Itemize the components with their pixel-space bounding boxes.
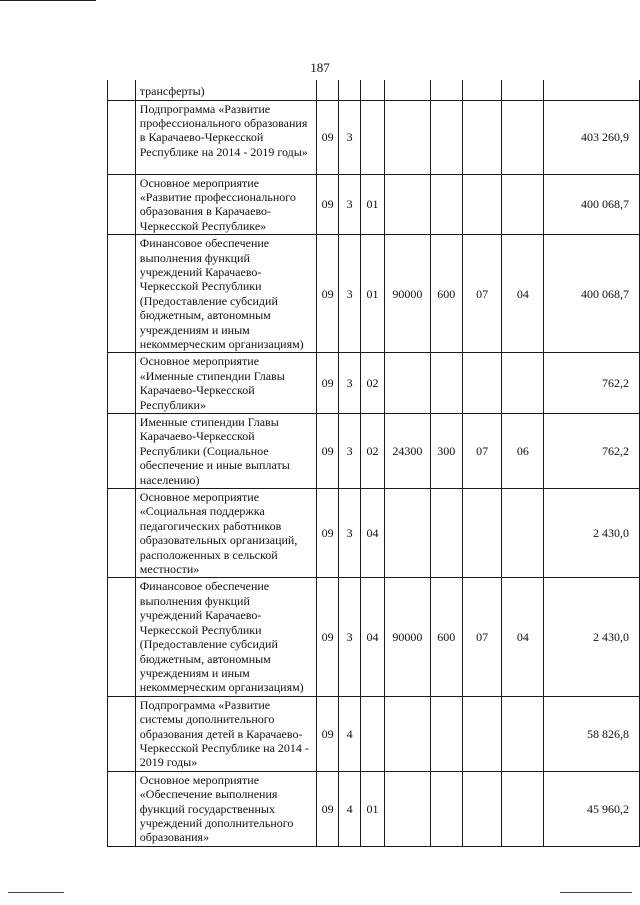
row-name-cell: Финансовое обеспечение выполнения функций учреждений Карачаево-Черкесской Республики (Предоставление субсидий бюджетным, автономным учреждениям и иным некоммерческим организациям) [135,578,316,696]
cell-gp: 09 [317,696,339,771]
cell-rz [462,100,502,174]
cell-dir [384,174,430,235]
cell-gp [317,80,339,100]
cell-om [361,80,385,100]
cell-pr [502,696,544,771]
cell-pp: 3 [339,353,361,414]
cell-gp: 09 [317,100,339,174]
cell-vr [430,696,462,771]
row-name-cell: Основное мероприятие «Обеспечение выполнения функций государственных учреждений дополнительного образования» [135,771,316,846]
cell-sum: 2 430,0 [544,489,640,578]
cell-dir [384,80,430,100]
cell-rz: 07 [462,578,502,696]
cell-gp: 09 [317,174,339,235]
row-number-cell [108,489,136,578]
cell-sum: 58 826,8 [544,696,640,771]
cell-dir [384,100,430,174]
cell-dir: 90000 [384,235,430,353]
row-number-cell [108,100,136,174]
cell-gp: 09 [317,353,339,414]
cell-om: 04 [361,578,385,696]
cell-rz [462,80,502,100]
cell-pp: 4 [339,771,361,846]
cell-rz [462,489,502,578]
cell-dir [384,353,430,414]
table-row [108,80,640,100]
row-number-cell [108,771,136,846]
cell-rz [462,353,502,414]
cell-vr: 600 [430,235,462,353]
cell-vr [430,174,462,235]
row-number-cell [108,578,136,696]
cell-pp: 3 [339,174,361,235]
cell-dir [384,489,430,578]
cell-sum: 403 260,9 [544,100,640,174]
cell-rz: 07 [462,414,502,489]
cell-vr [430,80,462,100]
cell-pp: 3 [339,414,361,489]
table-row [108,414,640,489]
cell-sum: 2 430,0 [544,578,640,696]
cell-pp: 3 [339,100,361,174]
cell-om: 04 [361,489,385,578]
table-row [108,578,640,696]
table-row [108,174,640,235]
budget-table [107,80,640,847]
row-name-cell: трансферты) [135,80,316,100]
cell-pp: 4 [339,696,361,771]
cell-om: 01 [361,174,385,235]
cell-sum [544,80,640,100]
cell-dir: 90000 [384,578,430,696]
row-number-cell [108,235,136,353]
table-row [108,696,640,771]
cell-om [361,100,385,174]
cell-rz: 07 [462,235,502,353]
table-row [108,100,640,174]
page-number: 187 [310,60,330,75]
footer-rule-right [560,892,632,893]
row-number-cell [108,353,136,414]
cell-vr [430,489,462,578]
cell-dir [384,696,430,771]
cell-vr: 300 [430,414,462,489]
cell-gp: 09 [317,489,339,578]
cell-om [361,696,385,771]
cell-pp: 3 [339,235,361,353]
cell-sum: 45 960,2 [544,771,640,846]
cell-rz [462,174,502,235]
cell-pr [502,80,544,100]
table-row [108,235,640,353]
cell-sum: 762,2 [544,353,640,414]
row-name-cell: Основное мероприятие «Именные стипендии Главы Карачаево-Черкесской Республики» [135,353,316,414]
cell-sum: 762,2 [544,414,640,489]
cell-dir [384,771,430,846]
row-name-cell: Подпрограмма «Развитие системы дополнительного образования детей в Карачаево-Черкесской Республике на 2014 - 2019 годы» [135,696,316,771]
cell-vr [430,771,462,846]
footer-rule-left [8,892,64,893]
table-row [108,489,640,578]
row-number-cell [108,696,136,771]
cell-vr [430,100,462,174]
cell-om: 01 [361,771,385,846]
row-name-cell: Подпрограмма «Развитие профессионального образования в Карачаево-Черкесской Республике на 2014 - 2019 годы» [135,100,316,174]
cell-pr [502,771,544,846]
cell-pp: 3 [339,578,361,696]
top-rule [0,0,96,1]
cell-om: 02 [361,353,385,414]
cell-pr [502,174,544,235]
cell-pr: 04 [502,578,544,696]
row-number-cell [108,414,136,489]
cell-pp: 3 [339,489,361,578]
row-name-cell: Именные стипендии Главы Карачаево-Черкесской Республики (Социальное обеспечение и иные выплаты населению) [135,414,316,489]
cell-pr [502,353,544,414]
cell-pp [339,80,361,100]
row-number-cell [108,174,136,235]
cell-pr [502,489,544,578]
table-body [108,80,640,846]
cell-vr [430,353,462,414]
cell-gp: 09 [317,235,339,353]
cell-gp: 09 [317,414,339,489]
row-name-cell: Финансовое обеспечение выполнения функций учреждений Карачаево-Черкесской Республики (Предоставление субсидий бюджетным, автономным учреждениям и иным некоммерческим организациям) [135,235,316,353]
cell-sum: 400 068,7 [544,174,640,235]
row-name-cell: Основное мероприятие «Развитие профессионального образования в Карачаево-Черкесской Республике» [135,174,316,235]
cell-om: 01 [361,235,385,353]
cell-gp: 09 [317,578,339,696]
cell-rz [462,696,502,771]
cell-vr: 600 [430,578,462,696]
cell-pr [502,100,544,174]
row-number-cell [108,80,136,100]
cell-gp: 09 [317,771,339,846]
cell-pr: 06 [502,414,544,489]
cell-sum: 400 068,7 [544,235,640,353]
table-row [108,353,640,414]
cell-om: 02 [361,414,385,489]
cell-rz [462,771,502,846]
table-row [108,771,640,846]
cell-dir: 24300 [384,414,430,489]
cell-pr: 04 [502,235,544,353]
row-name-cell: Основное мероприятие «Социальная поддержка педагогических работников образовательных организаций, расположенных в сельской местности» [135,489,316,578]
